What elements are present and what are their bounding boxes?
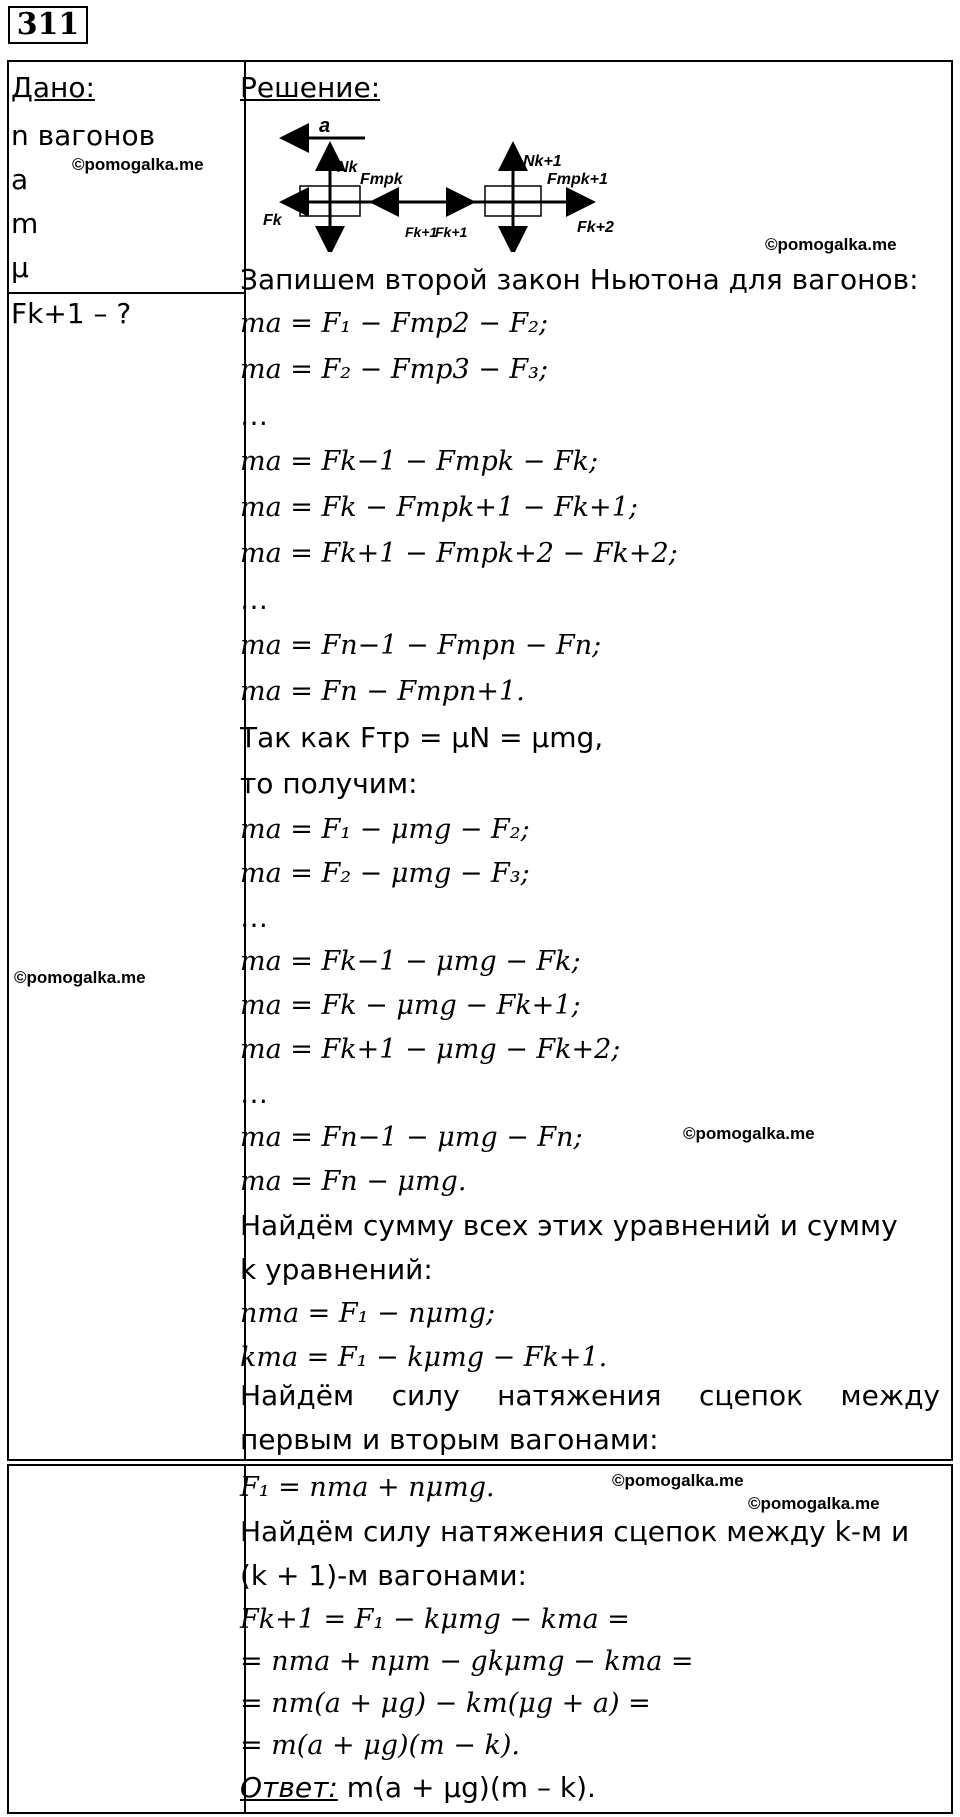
sum-text: Найдём сумму всех этих уравнений и сумму [240, 1209, 898, 1242]
tension-text: первым и вторым вагонами: [240, 1423, 659, 1456]
diagram-label-fk1b: Fk+1 [435, 224, 468, 240]
equation: ma = Fk+1 − μmg − Fk+2; [240, 1034, 621, 1065]
equation: ma = Fk−1 − μmg − Fk; [240, 946, 581, 977]
since-text: Так как Fтр = μN = μmg, [240, 721, 604, 754]
equation: = m(a + μg)(m − k). [240, 1730, 520, 1761]
equation: ma = F₁ − Fтр2 − F₂; [240, 308, 549, 339]
ellipsis: … [240, 399, 268, 432]
f1-equation: F₁ = nma + nμmg. [240, 1472, 495, 1503]
diagram-label-a: a [319, 115, 331, 137]
watermark: ©pomogalka.me [765, 235, 897, 254]
diagram-label-fk1a: Fk+1 [405, 224, 438, 240]
given-item: a [11, 163, 29, 196]
given-item: n вагонов [11, 119, 156, 152]
equation: nma = F₁ − nμmg; [240, 1298, 496, 1329]
answer-label: Ответ: [240, 1771, 338, 1804]
equation: ma = Fk − Fтрk+1 − Fk+1; [240, 492, 638, 523]
diagram-label-nk1: Nk+1 [523, 153, 562, 170]
problem-number: 311 [8, 6, 88, 44]
equation: Fk+1 = F₁ − kμmg − kma = [240, 1604, 630, 1635]
tension-text: (k + 1)-м вагонами: [240, 1559, 527, 1592]
equation: ma = F₂ − μmg − F₃; [240, 858, 530, 889]
equation: = nm(a + μg) − km(μg + a) = [240, 1688, 651, 1719]
given-item: m [11, 207, 39, 240]
watermark: ©pomogalka.me [612, 1471, 744, 1490]
unknown-value: Fk+1 – ? [11, 297, 132, 330]
equation: = nma + nμm − gkμmg − kma = [240, 1646, 694, 1677]
equation: ma = Fn − μmg. [240, 1166, 467, 1197]
tension-text: Найдём силу натяжения сцепок между k-м и [240, 1515, 910, 1548]
sum-text: k уравнений: [240, 1253, 433, 1286]
equation: kma = F₁ − kμmg − Fk+1. [240, 1342, 608, 1373]
solution-heading: Решение: [240, 71, 381, 104]
equation: ma = Fn − Fтрn+1. [240, 676, 525, 707]
watermark: ©pomogalka.me [748, 1494, 880, 1513]
answer [240, 1770, 940, 1806]
equation: ma = Fk+1 − Fтрk+2 − Fk+2; [240, 538, 678, 569]
intro-text: Запишем второй закон Ньютона для вагонов: [240, 263, 919, 296]
equation: ma = F₁ − μmg − F₂; [240, 814, 530, 845]
watermark: ©pomogalka.me [14, 968, 146, 987]
equation: ma = Fk − μmg − Fk+1; [240, 990, 581, 1021]
ellipsis: … [240, 901, 268, 934]
diagram-label-fk: Fk [263, 212, 282, 229]
given-divider [9, 292, 244, 294]
equation: ma = F₂ − Fтр3 − F₃; [240, 354, 549, 385]
force-diagram [255, 112, 635, 252]
watermark: ©pomogalka.me [72, 155, 204, 174]
equation: ma = Fk−1 − Fтрk − Fk; [240, 446, 599, 477]
given-heading: Дано: [11, 71, 95, 104]
equation: ma = Fn−1 − μmg − Fn; [240, 1122, 583, 1153]
ellipsis: … [240, 583, 268, 616]
diagram-label-nk: Nk [337, 159, 358, 176]
ellipsis: … [240, 1077, 268, 1110]
tension-text: Найдём силу натяжения сцепок между [240, 1379, 940, 1412]
diagram-label-ftrk1: Fтрk+1 [547, 171, 608, 188]
given-item: μ [11, 251, 29, 284]
equation: ma = Fn−1 − Fтрn − Fn; [240, 630, 602, 661]
watermark: ©pomogalka.me [683, 1124, 815, 1143]
then-text: то получим: [240, 767, 418, 800]
diagram-label-fk2: Fk+2 [577, 219, 614, 236]
diagram-label-ftrk: Fтрk [360, 171, 403, 188]
answer-value: m(a + μg)(m – k). [337, 1771, 596, 1804]
